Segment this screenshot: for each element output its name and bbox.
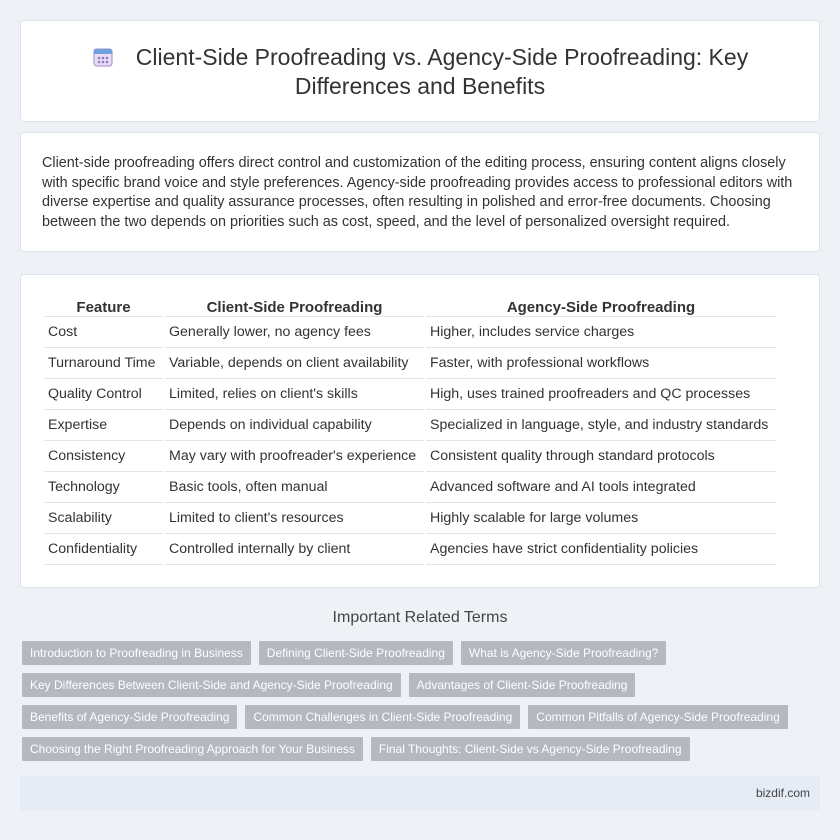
row-client-side: Basic tools, often manual	[165, 472, 424, 503]
table-row	[44, 472, 776, 503]
related-terms-list	[22, 641, 812, 769]
tag-row	[22, 705, 812, 729]
related-term-link[interactable]: Benefits of Agency-Side Proofreading	[22, 705, 237, 729]
column-header-agency-side: Agency-Side Proofreading	[426, 295, 776, 317]
row-client-side: May vary with proofreader's experience	[165, 441, 424, 472]
row-feature: Scalability	[44, 503, 163, 534]
title-line-2: Differences and Benefits	[294, 73, 546, 99]
row-client-side: Limited to client's resources	[165, 503, 424, 534]
row-feature: Consistency	[44, 441, 163, 472]
row-agency-side: Higher, includes service charges	[426, 317, 776, 348]
column-header-feature: Feature	[44, 295, 163, 317]
row-feature: Confidentiality	[44, 534, 163, 565]
row-feature: Cost	[44, 317, 163, 348]
related-term-link[interactable]: Key Differences Between Client-Side and Agency-Side Proofreading	[22, 673, 401, 697]
column-header-client-side: Client-Side Proofreading	[165, 295, 424, 317]
related-term-link[interactable]: Advantages of Client-Side Proofreading	[409, 673, 636, 697]
row-feature: Quality Control	[44, 379, 163, 410]
row-agency-side: Highly scalable for large volumes	[426, 503, 776, 534]
related-term-link[interactable]: What is Agency-Side Proofreading?	[461, 641, 666, 665]
site-name[interactable]: bizdif.com	[755, 786, 810, 800]
tag-row	[22, 641, 812, 665]
row-feature: Technology	[44, 472, 163, 503]
table-row	[44, 410, 776, 441]
related-term-link[interactable]: Choosing the Right Proofreading Approach for Your Business	[22, 737, 363, 761]
row-client-side: Variable, depends on client availability	[165, 348, 424, 379]
row-agency-side: Specialized in language, style, and industry standards	[426, 410, 776, 441]
row-agency-side: Advanced software and AI tools integrated	[426, 472, 776, 503]
page-title	[21, 43, 819, 101]
related-term-link[interactable]: Final Thoughts: Client-Side vs Agency-Side Proofreading	[371, 737, 690, 761]
row-client-side: Depends on individual capability	[165, 410, 424, 441]
table-row	[44, 534, 776, 565]
intro-card	[20, 132, 820, 252]
calendar-icon	[92, 46, 114, 68]
footer	[20, 776, 820, 810]
row-agency-side: Agencies have strict confidentiality policies	[426, 534, 776, 565]
title-line-1: Client-Side Proofreading vs. Agency-Side Proofreading: Key	[135, 44, 749, 70]
table-row	[44, 348, 776, 379]
table-row	[44, 441, 776, 472]
table-row	[44, 503, 776, 534]
row-agency-side: Consistent quality through standard protocols	[426, 441, 776, 472]
comparison-card	[20, 274, 820, 588]
title-card	[20, 20, 820, 122]
related-term-link[interactable]: Introduction to Proofreading in Business	[22, 641, 251, 665]
tag-row	[22, 737, 812, 761]
intro-paragraph: Client-side proofreading offers direct control and customization of the editing process, ensuring content aligns closely with specific brand voice and style preferences. Agency-side proofreading provides access to professional editors with diverse expertise and quality assurance processes, often resulting in polished and error-free documents. Choosing between the two depends on priorities such as cost, speed, and the level of personalized oversight required.	[42, 155, 793, 230]
row-client-side: Limited, relies on client's skills	[165, 379, 424, 410]
table-header-row	[44, 295, 776, 317]
table-row	[44, 379, 776, 410]
row-agency-side: Faster, with professional workflows	[426, 348, 776, 379]
row-agency-side: High, uses trained proofreaders and QC processes	[426, 379, 776, 410]
row-client-side: Controlled internally by client	[165, 534, 424, 565]
related-terms-heading: Important Related Terms	[332, 609, 508, 626]
related-term-link[interactable]: Common Challenges in Client-Side Proofreading	[245, 705, 520, 729]
row-feature: Expertise	[44, 410, 163, 441]
table-row	[44, 317, 776, 348]
related-term-link[interactable]: Common Pitfalls of Agency-Side Proofreading	[528, 705, 787, 729]
comparison-table	[42, 295, 778, 565]
row-client-side: Generally lower, no agency fees	[165, 317, 424, 348]
tag-row	[22, 673, 812, 697]
related-term-link[interactable]: Defining Client-Side Proofreading	[259, 641, 453, 665]
row-feature: Turnaround Time	[44, 348, 163, 379]
